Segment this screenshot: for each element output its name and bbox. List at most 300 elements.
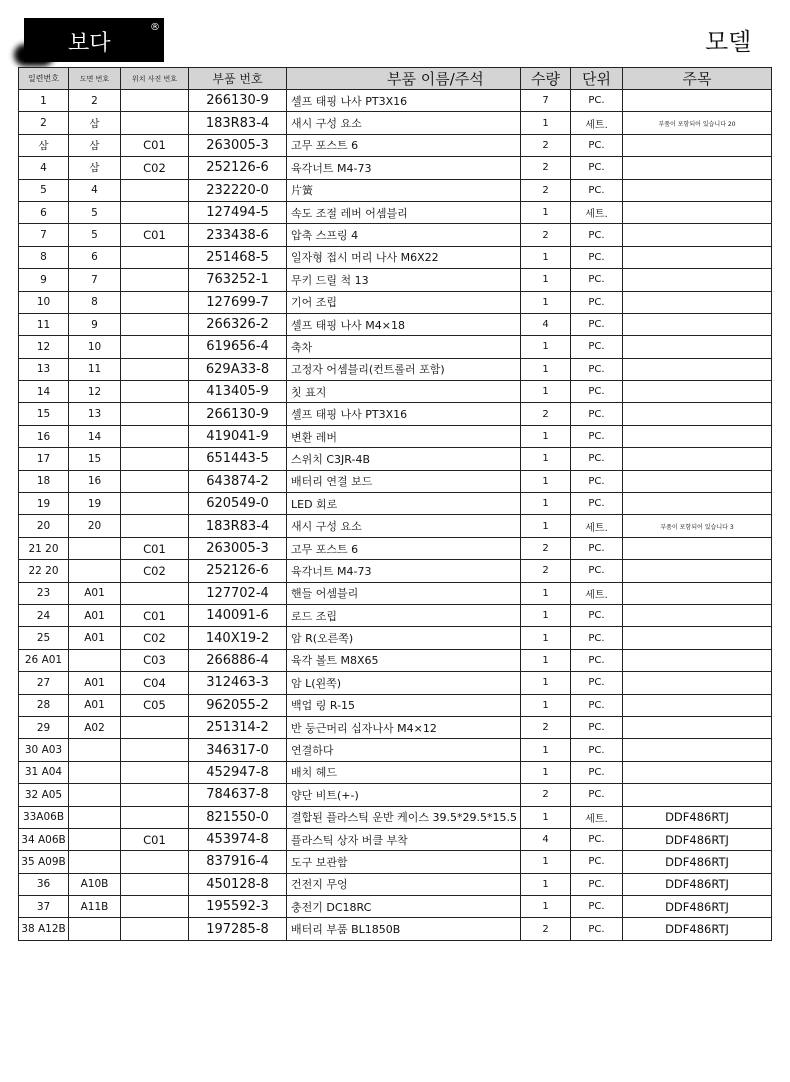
table-row xyxy=(19,515,772,537)
unit-cell: 세트. xyxy=(571,582,623,604)
position-no-cell xyxy=(121,425,189,447)
serial-no-cell: 6 xyxy=(19,201,69,223)
quantity-cell: 2 xyxy=(521,224,571,246)
part-name-cell: 변환 레버 xyxy=(287,425,521,447)
table-row xyxy=(19,358,772,380)
position-no-cell xyxy=(121,269,189,291)
part-name-cell: 스위치 C3JR-4B xyxy=(287,448,521,470)
table-row xyxy=(19,896,772,918)
header-note: 주목 xyxy=(623,68,772,90)
serial-no-cell: 10 xyxy=(19,291,69,313)
serial-no-cell: 25 xyxy=(19,627,69,649)
quantity-cell: 2 xyxy=(521,157,571,179)
position-no-cell xyxy=(121,851,189,873)
quantity-cell: 1 xyxy=(521,761,571,783)
table-row xyxy=(19,90,772,112)
position-no-cell: C01 xyxy=(121,537,189,559)
figure-no-cell xyxy=(69,560,121,582)
serial-no-cell: 8 xyxy=(19,246,69,268)
part-name-cell: 일자형 접시 머리 나사 M6X22 xyxy=(287,246,521,268)
part-number-cell: 643874-2 xyxy=(189,470,287,492)
figure-no-cell: 삼 xyxy=(69,157,121,179)
part-name-cell: 반 둥근머리 십자나사 M4×12 xyxy=(287,716,521,738)
figure-no-cell: 20 xyxy=(69,515,121,537)
figure-no-cell: 7 xyxy=(69,269,121,291)
position-no-cell xyxy=(121,403,189,425)
serial-no-cell: 36 xyxy=(19,873,69,895)
quantity-cell: 4 xyxy=(521,828,571,850)
figure-no-cell: 11 xyxy=(69,358,121,380)
unit-cell: PC. xyxy=(571,224,623,246)
unit-cell: PC. xyxy=(571,493,623,515)
figure-no-cell: A02 xyxy=(69,716,121,738)
part-name-cell: 백업 링 R-15 xyxy=(287,694,521,716)
quantity-cell: 2 xyxy=(521,179,571,201)
table-row xyxy=(19,649,772,671)
figure-no-cell: 삼 xyxy=(69,112,121,134)
unit-cell: PC. xyxy=(571,403,623,425)
part-number-cell: 620549-0 xyxy=(189,493,287,515)
part-number-cell: 195592-3 xyxy=(189,896,287,918)
unit-cell: PC. xyxy=(571,425,623,447)
unit-cell: PC. xyxy=(571,537,623,559)
table-row xyxy=(19,627,772,649)
figure-no-cell: 2 xyxy=(69,90,121,112)
figure-no-cell: 16 xyxy=(69,470,121,492)
part-name-cell: 압축 스프링 4 xyxy=(287,224,521,246)
brand-logo xyxy=(24,18,164,62)
table-row xyxy=(19,851,772,873)
figure-no-cell xyxy=(69,537,121,559)
part-name-cell: 핸들 어셈블리 xyxy=(287,582,521,604)
figure-no-cell: A11B xyxy=(69,896,121,918)
figure-no-cell: 5 xyxy=(69,201,121,223)
part-number-cell: 140091-6 xyxy=(189,604,287,626)
part-number-cell: 266886-4 xyxy=(189,649,287,671)
serial-no-cell: 27 xyxy=(19,672,69,694)
figure-no-cell: A01 xyxy=(69,694,121,716)
table-row xyxy=(19,381,772,403)
part-name-cell: 암 R(오른쪽) xyxy=(287,627,521,649)
unit-cell: PC. xyxy=(571,627,623,649)
table-row xyxy=(19,313,772,335)
note-cell xyxy=(623,90,772,112)
serial-no-cell: 2 xyxy=(19,112,69,134)
serial-no-cell: 12 xyxy=(19,336,69,358)
position-no-cell: C04 xyxy=(121,672,189,694)
unit-cell: PC. xyxy=(571,179,623,201)
note-cell: 부품이 포함되어 있습니다 20 xyxy=(623,112,772,134)
figure-no-cell: 삼 xyxy=(69,134,121,156)
unit-cell: PC. xyxy=(571,313,623,335)
quantity-cell: 1 xyxy=(521,672,571,694)
unit-cell: PC. xyxy=(571,828,623,850)
part-name-cell: 육각너트 M4-73 xyxy=(287,560,521,582)
serial-no-cell: 7 xyxy=(19,224,69,246)
part-number-cell: 266130-9 xyxy=(189,403,287,425)
figure-no-cell: A01 xyxy=(69,582,121,604)
note-cell xyxy=(623,313,772,335)
part-name-cell: 로드 조립 xyxy=(287,604,521,626)
table-row xyxy=(19,739,772,761)
note-cell: DDF486RTJ xyxy=(623,828,772,850)
table-row xyxy=(19,112,772,134)
figure-no-cell: 4 xyxy=(69,179,121,201)
note-cell xyxy=(623,537,772,559)
quantity-cell: 1 xyxy=(521,627,571,649)
logo-smudge xyxy=(14,44,54,66)
unit-cell: PC. xyxy=(571,448,623,470)
note-cell xyxy=(623,672,772,694)
part-number-cell: 619656-4 xyxy=(189,336,287,358)
table-row xyxy=(19,560,772,582)
part-number-cell: 251314-2 xyxy=(189,716,287,738)
part-name-cell: 축차 xyxy=(287,336,521,358)
figure-no-cell: 5 xyxy=(69,224,121,246)
part-name-cell: 연결하다 xyxy=(287,739,521,761)
note-cell xyxy=(623,694,772,716)
quantity-cell: 1 xyxy=(521,515,571,537)
part-name-cell: LED 회로 xyxy=(287,493,521,515)
unit-cell: PC. xyxy=(571,918,623,940)
position-no-cell xyxy=(121,761,189,783)
part-name-cell: 건전지 무엉 xyxy=(287,873,521,895)
note-cell xyxy=(623,493,772,515)
position-no-cell: C01 xyxy=(121,134,189,156)
position-no-cell xyxy=(121,448,189,470)
figure-no-cell: 8 xyxy=(69,291,121,313)
note-cell xyxy=(623,381,772,403)
serial-no-cell: 13 xyxy=(19,358,69,380)
unit-cell: PC. xyxy=(571,134,623,156)
serial-no-cell: 4 xyxy=(19,157,69,179)
position-no-cell xyxy=(121,90,189,112)
position-no-cell xyxy=(121,201,189,223)
part-name-cell: 기어 조립 xyxy=(287,291,521,313)
position-no-cell xyxy=(121,381,189,403)
part-name-cell: 도구 보관함 xyxy=(287,851,521,873)
unit-cell: 세트. xyxy=(571,201,623,223)
quantity-cell: 7 xyxy=(521,90,571,112)
part-name-cell: 새시 구성 요소 xyxy=(287,515,521,537)
quantity-cell: 2 xyxy=(521,560,571,582)
part-number-cell: 763252-1 xyxy=(189,269,287,291)
model-label: 모델 xyxy=(705,28,752,56)
position-no-cell xyxy=(121,358,189,380)
part-name-cell: 충전기 DC18RC xyxy=(287,896,521,918)
part-name-cell: 무키 드릴 척 13 xyxy=(287,269,521,291)
unit-cell: PC. xyxy=(571,694,623,716)
quantity-cell: 1 xyxy=(521,806,571,828)
serial-no-cell: 38 A12B xyxy=(19,918,69,940)
serial-no-cell: 21 20 xyxy=(19,537,69,559)
part-name-cell: 암 L(왼쪽) xyxy=(287,672,521,694)
header-serial-no: 일련번호 xyxy=(19,68,69,90)
figure-no-cell: A01 xyxy=(69,627,121,649)
serial-no-cell: 20 xyxy=(19,515,69,537)
note-cell xyxy=(623,179,772,201)
registered-mark: ® xyxy=(150,22,160,33)
serial-no-cell: 30 A03 xyxy=(19,739,69,761)
note-cell xyxy=(623,403,772,425)
serial-no-cell: 26 A01 xyxy=(19,649,69,671)
table-row xyxy=(19,448,772,470)
quantity-cell: 1 xyxy=(521,470,571,492)
figure-no-cell: A01 xyxy=(69,604,121,626)
part-number-cell: 197285-8 xyxy=(189,918,287,940)
unit-cell: PC. xyxy=(571,739,623,761)
table-row xyxy=(19,134,772,156)
part-number-cell: 419041-9 xyxy=(189,425,287,447)
position-no-cell xyxy=(121,313,189,335)
note-cell xyxy=(623,784,772,806)
note-cell xyxy=(623,134,772,156)
serial-no-cell: 34 A06B xyxy=(19,828,69,850)
part-number-cell: 784637-8 xyxy=(189,784,287,806)
table-row xyxy=(19,425,772,447)
part-number-cell: 183R83-4 xyxy=(189,112,287,134)
header-part-no: 부품 번호 xyxy=(189,68,287,90)
quantity-cell: 1 xyxy=(521,604,571,626)
part-number-cell: 450128-8 xyxy=(189,873,287,895)
unit-cell: PC. xyxy=(571,604,623,626)
quantity-cell: 1 xyxy=(521,246,571,268)
serial-no-cell: 9 xyxy=(19,269,69,291)
position-no-cell xyxy=(121,582,189,604)
unit-cell: PC. xyxy=(571,269,623,291)
part-number-cell: 837916-4 xyxy=(189,851,287,873)
note-cell xyxy=(623,246,772,268)
unit-cell: PC. xyxy=(571,470,623,492)
parts-table xyxy=(18,67,772,941)
note-cell xyxy=(623,649,772,671)
note-cell xyxy=(623,627,772,649)
position-no-cell xyxy=(121,291,189,313)
part-name-cell: 셀프 태핑 나사 PT3X16 xyxy=(287,403,521,425)
serial-no-cell: 24 xyxy=(19,604,69,626)
unit-cell: PC. xyxy=(571,896,623,918)
unit-cell: PC. xyxy=(571,560,623,582)
figure-no-cell xyxy=(69,806,121,828)
table-row xyxy=(19,582,772,604)
unit-cell: PC. xyxy=(571,761,623,783)
part-number-cell: 962055-2 xyxy=(189,694,287,716)
position-no-cell xyxy=(121,493,189,515)
position-no-cell xyxy=(121,896,189,918)
serial-no-cell: 29 xyxy=(19,716,69,738)
quantity-cell: 1 xyxy=(521,381,571,403)
note-cell xyxy=(623,425,772,447)
part-number-cell: 140X19-2 xyxy=(189,627,287,649)
serial-no-cell: 삼 xyxy=(19,134,69,156)
quantity-cell: 1 xyxy=(521,448,571,470)
part-name-cell: 셀프 태핑 나사 M4×18 xyxy=(287,313,521,335)
part-number-cell: 251468-5 xyxy=(189,246,287,268)
serial-no-cell: 28 xyxy=(19,694,69,716)
quantity-cell: 1 xyxy=(521,336,571,358)
note-cell xyxy=(623,739,772,761)
table-row xyxy=(19,694,772,716)
quantity-cell: 2 xyxy=(521,716,571,738)
position-no-cell xyxy=(121,179,189,201)
part-name-cell: 셀프 태핑 나사 PT3X16 xyxy=(287,90,521,112)
position-no-cell: C02 xyxy=(121,627,189,649)
position-no-cell xyxy=(121,336,189,358)
position-no-cell xyxy=(121,806,189,828)
quantity-cell: 1 xyxy=(521,358,571,380)
note-cell: DDF486RTJ xyxy=(623,851,772,873)
part-name-cell: 배터리 연결 보드 xyxy=(287,470,521,492)
note-cell xyxy=(623,358,772,380)
part-name-cell: 고무 포스트 6 xyxy=(287,134,521,156)
table-row xyxy=(19,672,772,694)
position-no-cell: C01 xyxy=(121,828,189,850)
quantity-cell: 4 xyxy=(521,313,571,335)
part-name-cell: 칫 표지 xyxy=(287,381,521,403)
table-row xyxy=(19,403,772,425)
note-cell xyxy=(623,201,772,223)
figure-no-cell: A10B xyxy=(69,873,121,895)
note-cell xyxy=(623,269,772,291)
part-name-cell: 배터리 부품 BL1850B xyxy=(287,918,521,940)
quantity-cell: 1 xyxy=(521,493,571,515)
table-row xyxy=(19,291,772,313)
serial-no-cell: 5 xyxy=(19,179,69,201)
part-number-cell: 127699-7 xyxy=(189,291,287,313)
position-no-cell: C03 xyxy=(121,649,189,671)
quantity-cell: 2 xyxy=(521,537,571,559)
table-header-row xyxy=(19,68,772,90)
unit-cell: PC. xyxy=(571,157,623,179)
unit-cell: 세트. xyxy=(571,112,623,134)
table-row xyxy=(19,179,772,201)
unit-cell: PC. xyxy=(571,716,623,738)
table-row xyxy=(19,784,772,806)
serial-no-cell: 11 xyxy=(19,313,69,335)
quantity-cell: 1 xyxy=(521,739,571,761)
position-no-cell xyxy=(121,470,189,492)
quantity-cell: 1 xyxy=(521,269,571,291)
position-no-cell xyxy=(121,784,189,806)
serial-no-cell: 22 20 xyxy=(19,560,69,582)
unit-cell: PC. xyxy=(571,873,623,895)
part-name-cell: 배치 헤드 xyxy=(287,761,521,783)
quantity-cell: 1 xyxy=(521,582,571,604)
table-row xyxy=(19,604,772,626)
note-cell: DDF486RTJ xyxy=(623,918,772,940)
position-no-cell: C01 xyxy=(121,224,189,246)
figure-no-cell xyxy=(69,739,121,761)
part-name-cell: 양단 비트(+-) xyxy=(287,784,521,806)
part-number-cell: 266326-2 xyxy=(189,313,287,335)
note-cell xyxy=(623,336,772,358)
table-row xyxy=(19,224,772,246)
table-row xyxy=(19,201,772,223)
note-cell: DDF486RTJ xyxy=(623,896,772,918)
figure-no-cell xyxy=(69,918,121,940)
unit-cell: PC. xyxy=(571,291,623,313)
part-name-cell: 속도 조절 레버 어셈블리 xyxy=(287,201,521,223)
part-name-cell: 결합된 플라스틱 운반 케이스 39.5*29.5*15.5 xyxy=(287,806,521,828)
figure-no-cell xyxy=(69,784,121,806)
position-no-cell xyxy=(121,515,189,537)
part-number-cell: 263005-3 xyxy=(189,537,287,559)
part-number-cell: 263005-3 xyxy=(189,134,287,156)
part-number-cell: 232220-0 xyxy=(189,179,287,201)
quantity-cell: 1 xyxy=(521,291,571,313)
table-row xyxy=(19,761,772,783)
part-name-cell: 육각너트 M4-73 xyxy=(287,157,521,179)
part-name-cell: 고정자 어셈블리(컨트롤러 포함) xyxy=(287,358,521,380)
note-cell xyxy=(623,716,772,738)
unit-cell: PC. xyxy=(571,336,623,358)
quantity-cell: 1 xyxy=(521,201,571,223)
quantity-cell: 2 xyxy=(521,918,571,940)
unit-cell: PC. xyxy=(571,381,623,403)
part-name-cell: 片簧 xyxy=(287,179,521,201)
serial-no-cell: 18 xyxy=(19,470,69,492)
serial-no-cell: 37 xyxy=(19,896,69,918)
quantity-cell: 1 xyxy=(521,873,571,895)
part-number-cell: 629A33-8 xyxy=(189,358,287,380)
part-number-cell: 821550-0 xyxy=(189,806,287,828)
serial-no-cell: 19 xyxy=(19,493,69,515)
position-no-cell: C01 xyxy=(121,604,189,626)
table-row xyxy=(19,470,772,492)
note-cell: DDF486RTJ xyxy=(623,806,772,828)
logo-text: 보다 xyxy=(68,31,111,56)
part-number-cell: 266130-9 xyxy=(189,90,287,112)
note-cell: DDF486RTJ xyxy=(623,873,772,895)
figure-no-cell xyxy=(69,761,121,783)
table-row xyxy=(19,246,772,268)
part-number-cell: 453974-8 xyxy=(189,828,287,850)
table-row xyxy=(19,493,772,515)
part-number-cell: 183R83-4 xyxy=(189,515,287,537)
header-figure-no: 도면 번호 xyxy=(69,68,121,90)
table-row xyxy=(19,336,772,358)
position-no-cell xyxy=(121,246,189,268)
header-position-no: 위치 사진 번호 xyxy=(121,68,189,90)
unit-cell: PC. xyxy=(571,672,623,694)
table-row xyxy=(19,716,772,738)
serial-no-cell: 23 xyxy=(19,582,69,604)
position-no-cell xyxy=(121,873,189,895)
part-name-cell: 육각 볼트 M8X65 xyxy=(287,649,521,671)
part-number-cell: 252126-6 xyxy=(189,560,287,582)
unit-cell: PC. xyxy=(571,246,623,268)
figure-no-cell xyxy=(69,828,121,850)
figure-no-cell: 9 xyxy=(69,313,121,335)
part-number-cell: 312463-3 xyxy=(189,672,287,694)
position-no-cell: C05 xyxy=(121,694,189,716)
unit-cell: PC. xyxy=(571,90,623,112)
part-number-cell: 651443-5 xyxy=(189,448,287,470)
part-name-cell: 플라스틱 상자 버클 부착 xyxy=(287,828,521,850)
part-name-cell: 고무 포스트 6 xyxy=(287,537,521,559)
figure-no-cell: A01 xyxy=(69,672,121,694)
position-no-cell xyxy=(121,739,189,761)
note-cell xyxy=(623,582,772,604)
note-cell xyxy=(623,560,772,582)
figure-no-cell: 14 xyxy=(69,425,121,447)
note-cell xyxy=(623,291,772,313)
part-number-cell: 413405-9 xyxy=(189,381,287,403)
position-no-cell xyxy=(121,112,189,134)
quantity-cell: 1 xyxy=(521,112,571,134)
serial-no-cell: 17 xyxy=(19,448,69,470)
figure-no-cell: 13 xyxy=(69,403,121,425)
